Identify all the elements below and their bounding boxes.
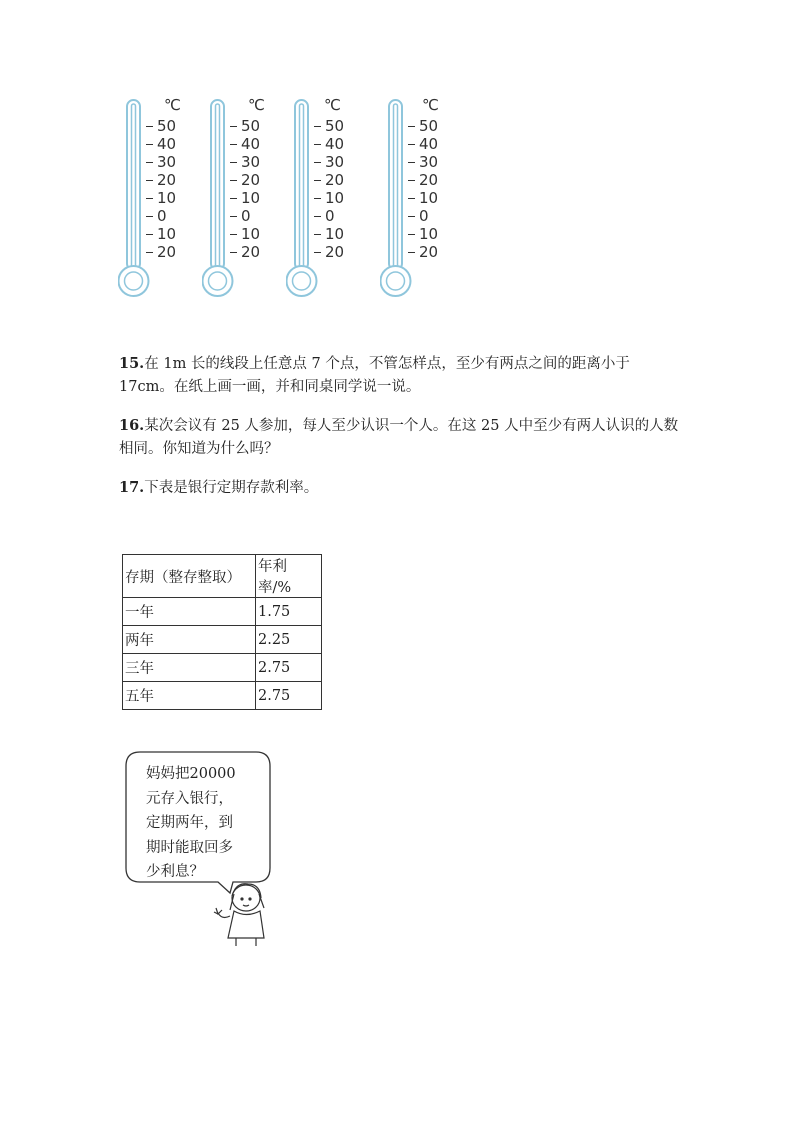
tick-mark [230,198,237,199]
tick-label: 0 [419,207,429,225]
tick-mark [408,126,415,127]
tick-label: 20 [157,171,177,189]
tick-label: 40 [241,135,261,153]
tick-label: 20 [419,243,439,261]
tick-mark [314,234,321,235]
tick-label: 40 [419,135,439,153]
table-cell-rate: 2.25 [256,626,322,654]
tick-mark [314,180,321,181]
tick-mark [408,162,415,163]
question-text: 在 1m 长的线段上任意点 7 个点，不管怎样点，至少有两点之间的距离小于 17cm。在纸上画一画，并和同桌同学说一说。 [119,356,630,395]
unit-label: ℃ [164,96,181,114]
tick-mark [146,216,153,217]
tick-label: 10 [325,189,345,207]
tick-mark [146,198,153,199]
tick-label: 40 [157,135,177,153]
speech-bubble-text [146,762,256,885]
tick-mark [408,198,415,199]
tick-label: 30 [325,153,345,171]
tick-label: 50 [325,117,345,135]
tick-label: 0 [325,207,335,225]
table-cell-rate: 2.75 [256,682,322,710]
tick-mark [146,252,153,253]
table-row [123,598,322,626]
speech-line: 期时能取回多 [146,839,233,856]
girl-figure-icon [214,884,264,946]
tick-label: 10 [157,225,177,243]
tick-label: 20 [325,243,345,261]
speech-line: 元存入银行， [146,790,233,807]
interest-rate-table [122,554,322,710]
tick-label: 20 [157,243,177,261]
tick-mark [230,234,237,235]
tick-mark [146,234,153,235]
tick-mark [230,252,237,253]
tick-label: 10 [157,189,177,207]
tick-label: 10 [419,225,439,243]
tick-mark [146,162,153,163]
tick-mark [314,216,321,217]
table-row [123,654,322,682]
tick-mark [146,144,153,145]
question-16 [119,414,679,461]
thermometer-1 [118,96,208,301]
tick-label: 10 [241,225,261,243]
speech-line: 少利息？ [146,864,204,880]
table-header-term: 存期（整存整取） [123,555,256,598]
tick-label: 30 [241,153,261,171]
unit-label: ℃ [248,96,265,114]
tick-label: 30 [419,153,439,171]
tick-label: 0 [241,207,251,225]
tick-mark [314,162,321,163]
thermometer-4 [380,96,470,301]
tick-mark [230,180,237,181]
tick-label: 20 [241,243,261,261]
table-row [123,682,322,710]
tick-mark [230,126,237,127]
tick-mark [314,126,321,127]
table-header-row [123,555,322,598]
table-cell-rate: 2.75 [256,654,322,682]
table-cell-term: 两年 [123,626,256,654]
question-15 [119,352,679,399]
tick-mark [146,126,153,127]
tick-mark [408,252,415,253]
question-number: 17. [119,479,145,496]
tick-label: 50 [419,117,439,135]
tick-mark [314,198,321,199]
tick-mark [230,216,237,217]
speech-line: 妈妈把20000 [146,766,236,782]
table-header-rate: 年利率/% [256,555,322,598]
tick-mark [146,180,153,181]
unit-label: ℃ [324,96,341,114]
table-cell-rate: 1.75 [256,598,322,626]
tick-mark [230,144,237,145]
tick-label: 10 [325,225,345,243]
tick-label: 50 [241,117,261,135]
table-cell-term: 三年 [123,654,256,682]
speech-line: 定期两年，到 [146,815,233,831]
question-number: 15. [119,355,145,372]
unit-label: ℃ [422,96,439,114]
tick-label: 20 [241,171,261,189]
tick-mark [408,234,415,235]
tick-label: 30 [157,153,177,171]
question-number: 16. [119,417,145,434]
tick-mark [408,180,415,181]
tick-mark [408,144,415,145]
question-text: 某次会议有 25 人参加，每人至少认识一个人。在这 25 人中至少有两人认识的人数相同。你知道为什么吗？ [119,418,679,457]
tick-label: 10 [419,189,439,207]
tick-mark [408,216,415,217]
tick-label: 40 [325,135,345,153]
tick-mark [314,144,321,145]
tick-label: 0 [157,207,167,225]
tick-label: 20 [419,171,439,189]
tick-label: 10 [241,189,261,207]
table-cell-term: 五年 [123,682,256,710]
tick-label: 20 [325,171,345,189]
question-17 [119,476,679,500]
tick-mark [314,252,321,253]
thermometer-3 [286,96,376,301]
question-text: 下表是银行定期存款利率。 [144,480,319,496]
table-row [123,626,322,654]
thermometer-2 [202,96,292,301]
table-cell-term: 一年 [123,598,256,626]
tick-label: 50 [157,117,177,135]
tick-mark [230,162,237,163]
